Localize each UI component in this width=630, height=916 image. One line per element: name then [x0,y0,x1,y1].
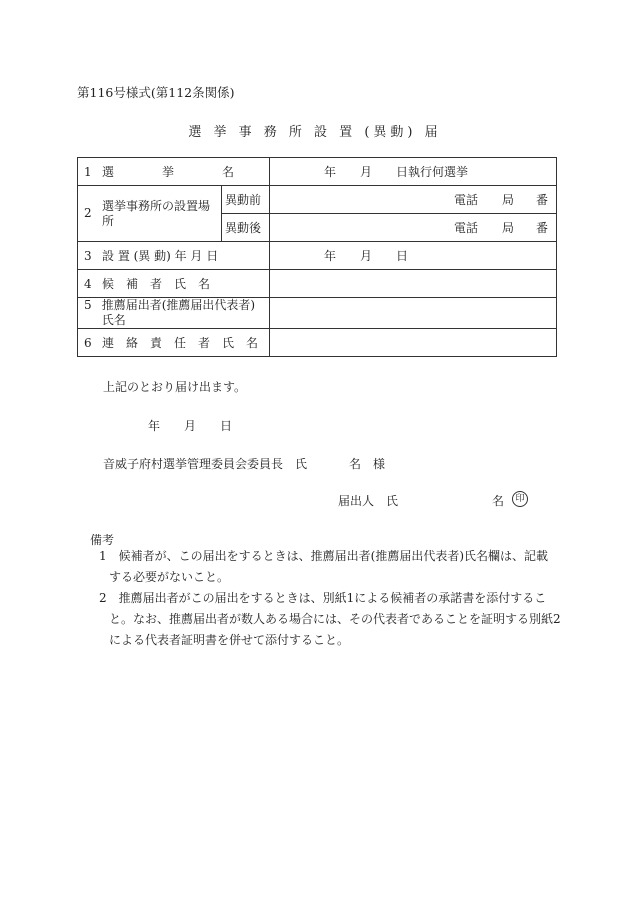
kyoku-label: 局 [502,221,515,235]
statement: 上記のとおり届け出ます。 [103,380,247,394]
note-1 [99,546,559,588]
seal-icon: 印 [512,491,528,507]
row-date [78,242,557,270]
election-value-cell[interactable] [270,158,557,186]
row-location-before [78,186,557,214]
note-1-text: 1 候補者が、この届出をするときは、推薦届出者(推薦届出代表者)氏名欄は、記載する必要がないこと。 [99,549,549,584]
phone-label: 電話 [454,193,479,207]
addressee: 音威子府村選挙管理委員会委員長 氏 [103,457,308,471]
form-table [77,157,557,357]
row-recommender [78,298,557,329]
form-number: 第116号様式(第112条関係) [77,85,235,100]
note-2 [99,588,559,651]
date-line: 年 月 日 [148,419,233,433]
date-value: 年 月 日 [324,249,409,263]
election-value: 年 月 日執行何選挙 [324,165,469,179]
kyoku-label: 局 [502,193,515,207]
location-label: 選挙事務所の設置場所 [102,198,211,228]
row-number: 3 [84,249,92,263]
location-label-cell [78,186,222,242]
election-label-cell [78,158,270,186]
date-label-cell [78,242,270,270]
ban-label: 番 [536,193,549,207]
date-value-cell[interactable] [270,242,557,270]
notes-heading: 備考 [90,533,115,547]
candidate-label-cell [78,270,270,298]
row-election [78,158,557,186]
seal-mark [512,491,528,507]
row-liaison [78,329,557,357]
recommender-value-cell[interactable] [270,298,557,329]
liaison-label-cell [78,329,270,357]
row-number: 5 [84,298,92,312]
after-label-cell [222,214,270,242]
row-number: 2 [84,206,92,220]
row-number: 6 [84,336,92,350]
recommender-label: 推薦届出者(推薦届出代表者)氏名 [101,298,256,327]
ban-label: 番 [536,221,549,235]
liaison-label: 連 絡 責 任 者 氏 名 [102,336,259,350]
candidate-label: 候 補 者 氏 名 [102,277,211,291]
applicant-name: 名 [492,494,505,508]
row-candidate [78,270,557,298]
candidate-value-cell[interactable] [270,270,557,298]
after-value-cell[interactable] [270,214,557,242]
phone-label: 電話 [454,221,479,235]
before-label: 異動前 [225,193,262,207]
row-number: 1 [84,165,92,179]
document-title: 選 挙 事 務 所 設 置 (異動) 届 [188,125,442,140]
applicant-label: 届出人 氏 [338,494,399,508]
recommender-label-cell [78,298,270,329]
election-label: 選 挙 名 [102,165,235,179]
after-label: 異動後 [225,221,262,235]
date-label: 設 置 (異 動) 年 月 日 [102,249,219,263]
liaison-value-cell[interactable] [270,329,557,357]
before-label-cell [222,186,270,214]
before-value-cell[interactable] [270,186,557,214]
note-2-text: 2 推薦届出者がこの届出をするときは、別紙1による候補者の承諾書を添付すること。なお、推薦届出者が数人ある場合には、その代表者であることを証明する別紙2による代表者証明書を併せて添付すること。 [99,591,561,647]
row-number: 4 [84,277,92,291]
addressee-name: 名 様 [349,457,386,471]
